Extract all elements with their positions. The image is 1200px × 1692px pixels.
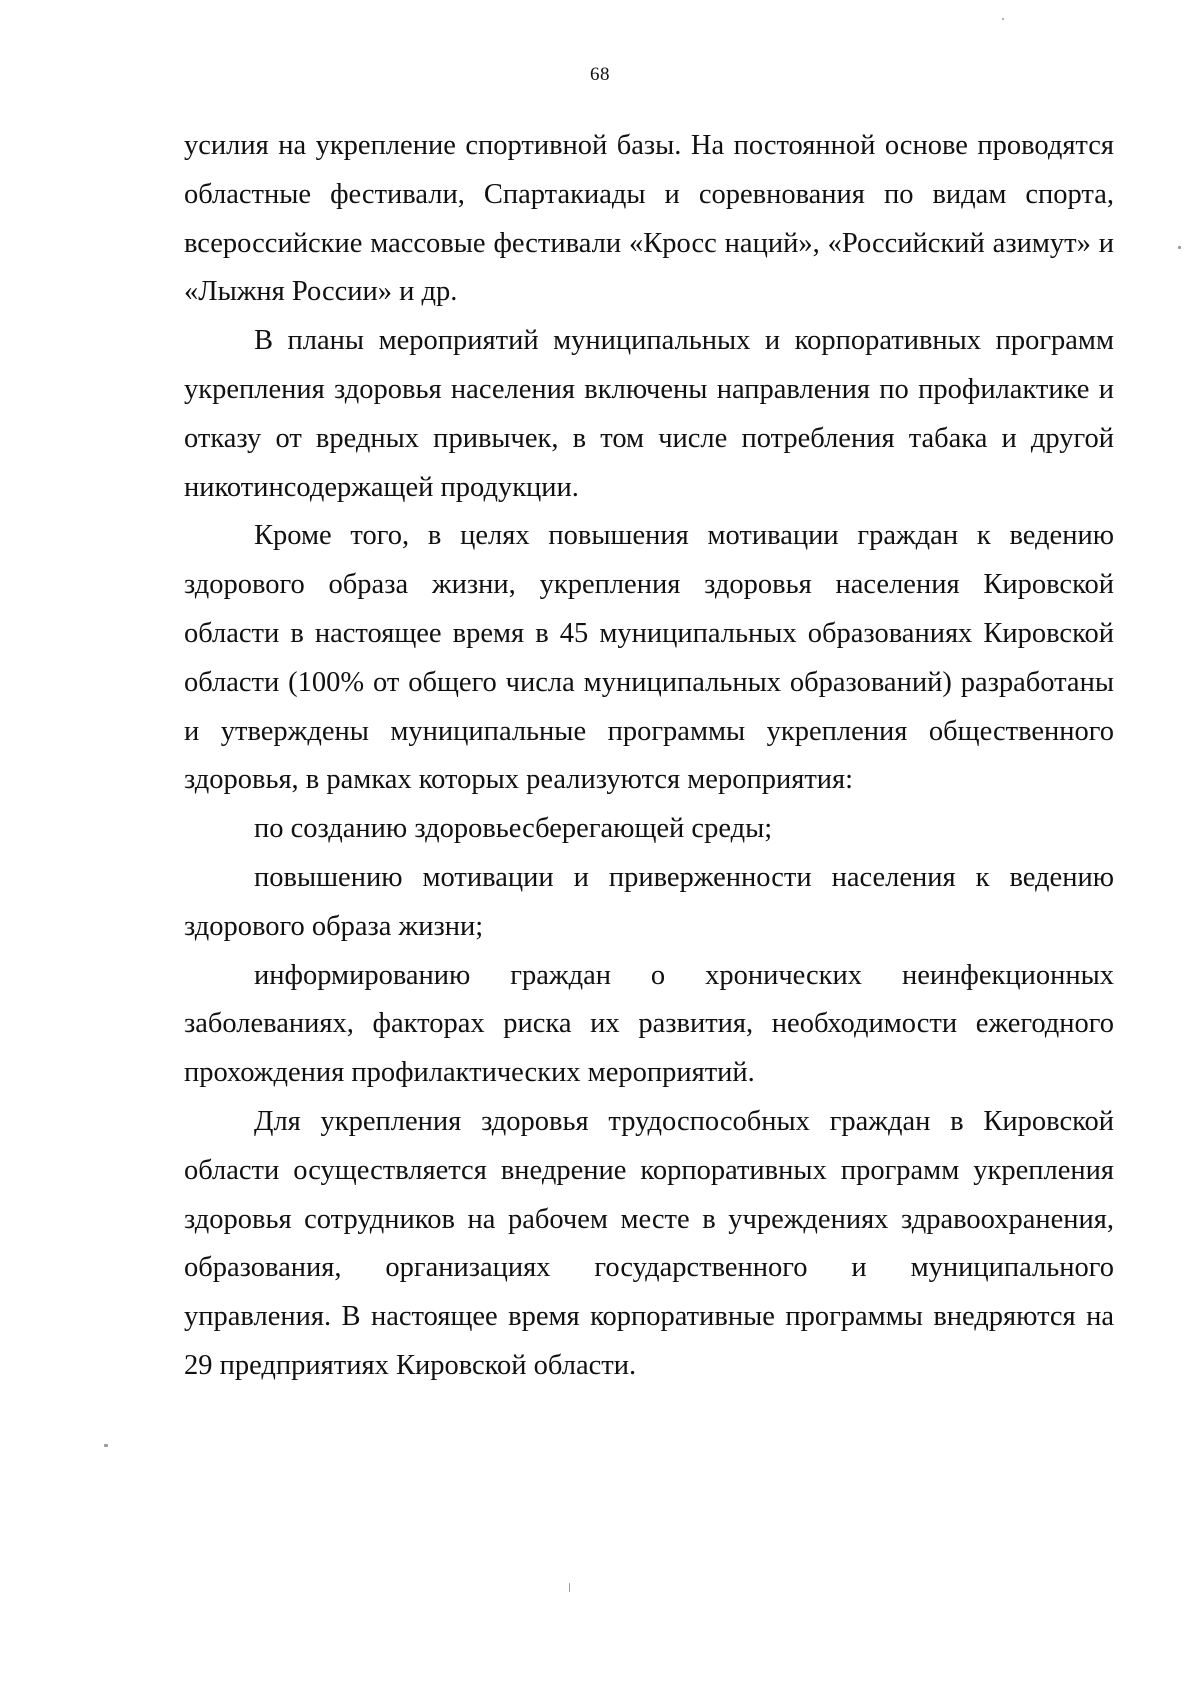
scan-speck [1178, 246, 1181, 249]
paragraph-4: Для укрепления здоровья трудоспособных граждан в Кировской области осуществляется внедрение корпоративных программ укрепления здоровья сотрудников на рабочем месте в учреждениях здравоохранения, образования, организациях государственного и муниципального управления. В настоящее время корпоративные программы внедряются на 29 предприятиях Кировской области. [184, 1105, 1114, 1381]
list-item-3: информированию граждан о хронических неинфекционных заболеваниях, факторах риска их развития, необходимости ежегодного прохождения профилактических мероприятий. [184, 959, 1114, 1089]
list-item-2: повышению мотивации и приверженности населения к ведению здорового образа жизни; [184, 861, 1114, 942]
paragraph-2: В планы мероприятий муниципальных и корпоративных программ укрепления здоровья населения включены направления по профилактике и отказу от вредных привычек, в том числе потребления табака и другой никотинсодержащей продукции. [184, 325, 1114, 503]
page-number: 68 [590, 64, 610, 85]
page-body [184, 122, 1114, 1391]
paragraph-3: Кроме того, в целях повышения мотивации граждан к ведению здорового образа жизни, укрепления здоровья населения Кировской области в настоящее время в 45 муниципальных образованиях Кировской области (100% от общего числа муниципальных образований) разработаны и утверждены муниципальные программы укрепления общественного здоровья, в рамках которых реализуются мероприятия: [184, 520, 1114, 796]
paragraph-1: усилия на укрепление спортивной базы. На постоянной основе проводятся областные фестивали, Спартакиады и соревнования по видам спорта, всероссийские массовые фестивали «Кросс наций», «Российский азимут» и «Лыжня России» и др. [184, 130, 1114, 308]
scan-speck [569, 1583, 570, 1592]
scan-speck [1002, 18, 1004, 20]
list-item-1: по созданию здоровьесберегающей среды; [254, 813, 773, 845]
scan-speck [104, 1444, 108, 1447]
